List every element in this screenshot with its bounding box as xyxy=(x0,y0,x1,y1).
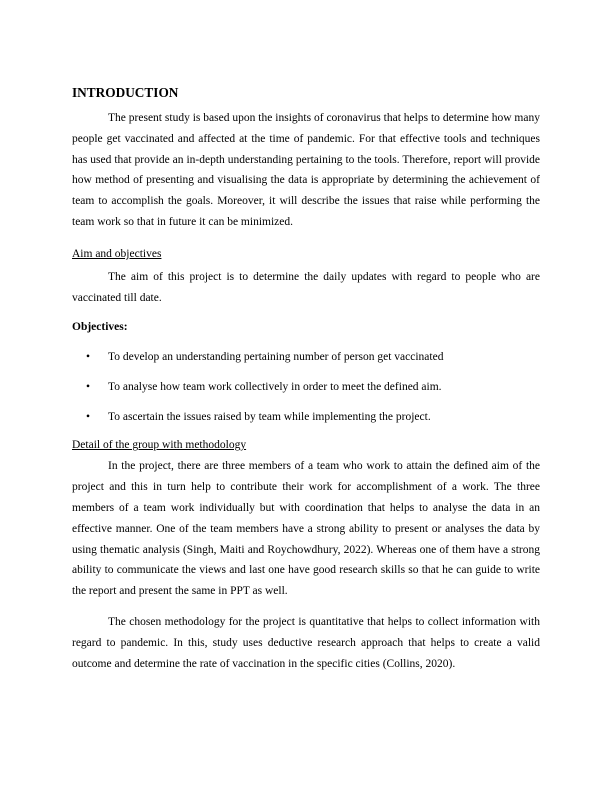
bullet-icon: • xyxy=(86,411,91,424)
aim-heading: Aim and objectives xyxy=(72,247,162,260)
bullet-icon: • xyxy=(86,351,91,364)
objectives-list xyxy=(72,348,540,426)
objective-text: To analyse how team work collectively in order to meet the defined aim. xyxy=(108,381,442,394)
bullet-icon: • xyxy=(86,381,91,394)
objectives-heading: Objectives: xyxy=(72,321,128,334)
group-paragraph-1: In the project, there are three members of a team who work to attain the defined aim of the project and this in turn help to contribute their work for accomplishment of a work. The three members of a team work individually but with coordination that helps to analyse the data in an effective manner. One of the team members have a strong ability to present or analyses the data by using thematic analysis (Singh, Maiti and Roychowdhury, 2022). Whereas one of them have a strong ability to communicate the views and last one have good research skills so that he can guide to write the report and present the same in PPT as well. xyxy=(72,460,540,598)
group-paragraph-2: The chosen methodology for the project is quantitative that helps to collect information with regard to pandemic. In this, study uses deductive research approach that helps to create a valid outcome and determine the rate of vaccination in the specific cities (Collins, 2020). xyxy=(72,615,540,670)
group-heading: Detail of the group with methodology xyxy=(72,439,247,452)
list-item xyxy=(72,348,540,366)
objective-text: To develop an understanding pertaining number of person get vaccinated xyxy=(108,351,444,364)
introduction-heading: INTRODUCTION xyxy=(72,85,179,100)
introduction-paragraph: The present study is based upon the insights of coronavirus that helps to determine how many people get vaccinated and affected at the time of pandemic. For that effective tools and techniques has used that provide an in-depth understanding pertaining to the tools. Therefore, report will provide how method of presenting and visualising the data is appropriate by determining the achievement of team to accomplish the goals. Moreover, it will describe the issues that raise while performing the team work so that in future it can be minimized. xyxy=(72,112,540,228)
objective-text: To ascertain the issues raised by team while implementing the project. xyxy=(108,411,431,424)
list-item xyxy=(72,408,540,426)
aim-paragraph: The aim of this project is to determine the daily updates with regard to people who are vaccinated till date. xyxy=(72,270,540,304)
list-item xyxy=(72,378,540,396)
